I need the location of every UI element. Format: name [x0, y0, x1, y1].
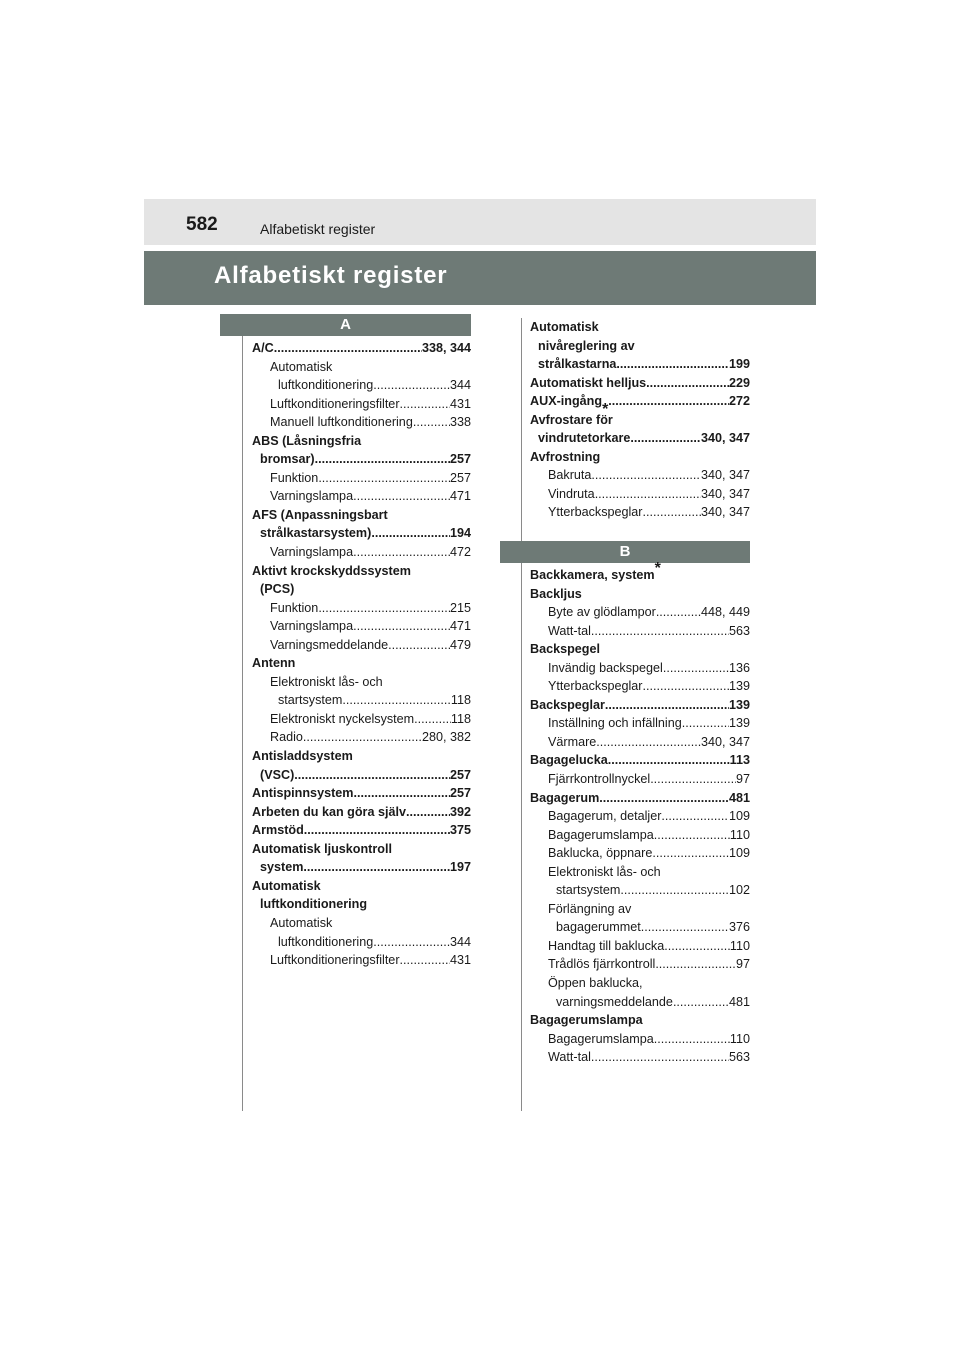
page-reference: 481 [728, 994, 750, 1009]
page-reference: 472 [449, 545, 471, 560]
index-term: luftkonditionering [278, 934, 374, 949]
index-entry-sub [530, 993, 750, 1012]
index-term: Fjärrkontrollnyckel [548, 772, 651, 787]
index-term: (VSC) [260, 767, 295, 782]
dot-leader [400, 951, 450, 970]
column-rule-left [242, 318, 243, 1111]
page-reference: 338, 344 [421, 341, 471, 355]
index-entry-sub [252, 728, 471, 747]
index-term: Trådlös fjärrkontroll [548, 957, 656, 972]
page-reference: 340, 347 [700, 505, 750, 520]
index-entry-sub [252, 710, 471, 729]
index-term: Bakruta [548, 468, 592, 483]
index-entry-main [252, 821, 471, 840]
index-entry-sub [530, 900, 750, 919]
dot-leader [641, 918, 729, 937]
dot-leader [595, 485, 701, 504]
index-term: Elektroniskt lås- och [270, 674, 383, 689]
page-reference: 110 [729, 1031, 750, 1046]
dot-leader [664, 937, 730, 956]
index-term: Byte av glödlampor [548, 605, 656, 620]
index-term: Ytterbackspeglar [548, 679, 643, 694]
dot-leader [656, 603, 701, 622]
index-entry-main [530, 429, 750, 448]
dot-leader [400, 395, 450, 414]
dot-leader [673, 993, 729, 1012]
index-column-right-a [530, 318, 750, 522]
header-band [144, 199, 816, 245]
page-reference: 280, 382 [421, 730, 471, 745]
index-entry-main [252, 766, 471, 785]
dot-leader [608, 751, 730, 770]
page-reference: 344 [449, 934, 471, 949]
dot-leader [650, 770, 736, 789]
page-reference: 431 [449, 396, 471, 411]
dot-leader [682, 714, 729, 733]
index-term: strålkastarna [538, 357, 617, 372]
dot-leader [342, 691, 451, 710]
index-entry-sub [252, 358, 471, 377]
index-entry-sub [252, 617, 471, 636]
page-reference: 257 [449, 786, 471, 801]
dot-leader [353, 487, 450, 506]
index-term: startsystem [556, 883, 621, 898]
index-entry-sub [530, 485, 750, 504]
index-term: luftkonditionering [260, 897, 368, 912]
index-entry-sub [530, 622, 750, 641]
index-term: (PCS) [260, 582, 295, 597]
index-term: strålkastarsystem) [260, 526, 372, 541]
index-term: vindrutetorkare [538, 431, 631, 446]
index-entry-main [252, 803, 471, 822]
index-entry-sub [530, 937, 750, 956]
index-term: A/C [252, 341, 274, 355]
index-entry-sub [530, 733, 750, 752]
index-term: Backspeglar [530, 697, 605, 712]
page-reference: 340, 347 [700, 486, 750, 501]
dot-leader [315, 450, 450, 469]
dot-leader [303, 728, 422, 747]
index-entry-main [252, 840, 471, 859]
page-reference: 97 [735, 772, 750, 787]
index-term: Värmare [548, 734, 597, 749]
dot-leader [318, 599, 450, 618]
index-entry-sub [252, 487, 471, 506]
index-term: Elektroniskt nyckelsystem [270, 711, 415, 726]
index-term: Automatisk ljuskontroll [252, 841, 392, 856]
page-reference: 257 [449, 470, 471, 485]
dot-leader [388, 636, 450, 655]
dot-leader [655, 955, 736, 974]
dot-leader [371, 524, 450, 543]
dot-leader [643, 677, 729, 696]
page-reference: 344 [449, 378, 471, 393]
page-reference: 139 [728, 697, 750, 712]
index-entry-main [530, 448, 750, 467]
page-reference: 471 [449, 619, 471, 634]
dot-leader [318, 469, 450, 488]
index-term: Aktivt krockskyddssystem [252, 563, 411, 578]
index-entry-sub [530, 863, 750, 882]
page-reference: 257 [449, 452, 471, 467]
index-term: varningsmeddelande [556, 994, 673, 1009]
index-term: Öppen baklucka, [548, 976, 643, 991]
index-entry-main [252, 747, 471, 766]
index-term: Bagagerumslampa [530, 1013, 643, 1028]
dot-leader [303, 858, 450, 877]
dot-leader [599, 789, 729, 808]
page-reference: 392 [449, 804, 471, 819]
dot-leader [353, 543, 450, 562]
dot-leader [661, 807, 729, 826]
index-entry-main [530, 585, 750, 604]
index-entry-sub [252, 543, 471, 562]
index-entry-main [252, 895, 471, 914]
index-entry-sub [530, 1048, 750, 1067]
index-term: Watt-tal [548, 623, 591, 638]
index-entry-sub [530, 974, 750, 993]
index-entry-sub [252, 691, 471, 710]
index-term: Varningslampa [270, 489, 354, 504]
index-term: Avfrostare för [530, 412, 613, 427]
page-reference: 194 [449, 526, 471, 541]
index-entry-main [252, 858, 471, 877]
index-term: Arbeten du kan göra själv [252, 804, 406, 819]
index-term: system [260, 860, 304, 875]
dot-leader [620, 881, 729, 900]
page-reference: 338 [449, 415, 471, 430]
index-term: Backspegel [530, 642, 601, 657]
page-number: 582 [186, 214, 218, 235]
index-entry-main [530, 751, 750, 770]
index-entry-main [530, 696, 750, 715]
index-entry-main [530, 640, 750, 659]
index-term: Avfrostning [530, 449, 601, 464]
index-term: Automatisk [252, 878, 321, 893]
index-term: Armstöd [252, 823, 304, 838]
index-entry-sub [530, 1030, 750, 1049]
page-reference: 118 [450, 693, 471, 708]
dot-leader [596, 733, 701, 752]
index-entry-main [252, 339, 471, 358]
page-reference: 448, 449 [700, 605, 750, 620]
page-reference: 97 [735, 957, 750, 972]
index-term: luftkonditionering [278, 378, 374, 393]
index-entry-sub [252, 599, 471, 618]
index-term: Förlängning av [548, 901, 632, 916]
page-reference: 139 [728, 716, 750, 731]
index-entry-main [252, 654, 471, 673]
index-entry-main [252, 524, 471, 543]
index-entry-main [530, 337, 750, 356]
index-entry-sub [252, 951, 471, 970]
dot-leader [353, 784, 450, 803]
dot-leader [294, 766, 450, 785]
index-entry-main [530, 789, 750, 808]
index-term: Automatisk [270, 915, 333, 930]
index-entry-main [530, 559, 750, 585]
index-entry-main [252, 562, 471, 581]
index-term: bromsar) [260, 452, 315, 467]
dot-leader [654, 826, 730, 845]
index-term: Varningsmeddelande [270, 637, 389, 652]
index-term: Watt-tal [548, 1050, 591, 1065]
index-entry-main [252, 432, 471, 451]
index-entry-main [252, 784, 471, 803]
dot-leader [353, 617, 450, 636]
index-term: Luftkonditioneringsfilter [270, 953, 400, 968]
index-term: Bagagerum [530, 790, 600, 805]
index-term: Automatisk [270, 359, 333, 374]
page-reference: 199 [728, 357, 750, 372]
index-entry-sub [252, 636, 471, 655]
index-entry-sub [530, 714, 750, 733]
index-term: Bagagerum, detaljer [548, 809, 662, 824]
dot-leader [413, 413, 450, 432]
dot-leader [373, 933, 450, 952]
title-band [144, 251, 816, 305]
index-term: ABS (Låsningsfria [252, 433, 362, 448]
dot-leader [654, 1030, 730, 1049]
dot-leader [414, 710, 451, 729]
index-entry-main [252, 580, 471, 599]
index-entry-main [530, 1011, 750, 1030]
page-reference: 139 [728, 679, 750, 694]
index-term: Bagagerumslampa [548, 827, 654, 842]
index-term: startsystem [278, 693, 343, 708]
index-term: Backkamera, system [530, 568, 655, 582]
index-term: Funktion [270, 600, 319, 615]
index-entry-sub [530, 659, 750, 678]
index-term: Antisladdsystem [252, 749, 353, 764]
index-entry-main [252, 506, 471, 525]
index-entry-sub [252, 413, 471, 432]
index-entry-sub [530, 770, 750, 789]
dot-leader [406, 803, 450, 822]
page-reference: 110 [729, 938, 750, 953]
index-term: Radio [270, 730, 303, 745]
index-term: Varningslampa [270, 619, 354, 634]
index-term: Handtag till baklucka [548, 938, 665, 953]
dot-leader [605, 696, 729, 715]
asterisk-icon: * [654, 559, 661, 577]
page-reference: 340, 347 [700, 431, 750, 446]
dot-leader [373, 376, 450, 395]
index-entry-sub [530, 807, 750, 826]
page-reference: 431 [449, 953, 471, 968]
dot-leader [652, 844, 729, 863]
index-entry-sub [530, 603, 750, 622]
page-reference: 340, 347 [700, 734, 750, 749]
dot-leader [616, 355, 729, 374]
index-term: Inställning och infällning [548, 716, 682, 731]
page-title: Alfabetiskt register [214, 262, 448, 289]
page-reference: 102 [728, 883, 750, 898]
page-reference: 136 [728, 660, 750, 675]
index-term: Funktion [270, 470, 319, 485]
index-term: AUX-ingång [530, 394, 603, 409]
page-reference: 197 [449, 860, 471, 875]
page-reference: 113 [729, 753, 750, 768]
index-column-left [252, 339, 471, 970]
index-term: Manuell luftkonditionering [270, 415, 413, 430]
index-entry-main [252, 450, 471, 469]
index-entry-main [530, 374, 750, 393]
index-entry-main: AUX-ingång * ..... 272 [530, 392, 750, 411]
index-entry-sub [252, 469, 471, 488]
page-reference: 376 [728, 920, 750, 935]
page-reference: 471 [449, 489, 471, 504]
page-reference: 272 [728, 394, 750, 409]
dot-leader [274, 339, 422, 358]
index-entry-sub [530, 955, 750, 974]
index-term: nivåreglering av [538, 338, 635, 353]
index-term: Ytterbackspeglar [548, 505, 643, 520]
dot-leader [591, 622, 729, 641]
dot-leader [591, 1048, 729, 1067]
index-entry-sub [530, 844, 750, 863]
section-header-b [500, 541, 750, 563]
index-term: Elektroniskt lås- och [548, 864, 661, 879]
index-term: Bagagerumslampa [548, 1031, 654, 1046]
dot-leader [643, 503, 701, 522]
index-entry-main [530, 318, 750, 337]
index-entry-sub [530, 503, 750, 522]
index-entry-sub [530, 466, 750, 485]
index-entry-sub [252, 673, 471, 692]
page-reference: 481 [728, 790, 750, 805]
page-reference: 109 [728, 809, 750, 824]
index-entry-sub [530, 918, 750, 937]
index-term: AFS (Anpassningsbart [252, 507, 388, 522]
page-reference: 109 [728, 846, 750, 861]
index-term: Backljus [530, 586, 582, 601]
index-term: Vindruta [548, 486, 595, 501]
page-reference: 215 [449, 600, 471, 615]
running-title: Alfabetiskt register [260, 221, 376, 237]
index-entry-main [530, 355, 750, 374]
index-entry-sub [252, 395, 471, 414]
index-entry-main [530, 411, 750, 430]
page-reference: 118 [450, 711, 471, 726]
page-reference: 340, 347 [700, 468, 750, 483]
column-rule-middle [521, 318, 522, 1111]
page-reference: 257 [449, 767, 471, 782]
index-entry-sub [252, 914, 471, 933]
page-reference: 563 [728, 1050, 750, 1065]
section-letter-b: B [619, 543, 631, 560]
section-header-a [220, 314, 471, 336]
index-term: Varningslampa [270, 545, 354, 560]
index-entry-sub [252, 376, 471, 395]
page-reference: 563 [728, 623, 750, 638]
dot-leader [304, 821, 450, 840]
index-entry-sub [252, 933, 471, 952]
index-term: Baklucka, öppnare [548, 846, 653, 861]
index-column-right-b [530, 559, 750, 1067]
dot-leader [591, 466, 701, 485]
page-reference: 479 [449, 637, 471, 652]
index-entry-sub [530, 677, 750, 696]
index-term: Bagagelucka [530, 753, 608, 768]
section-letter-a: A [340, 316, 351, 333]
index-term: Antenn [252, 656, 296, 671]
index-term: Automatisk [530, 320, 599, 334]
page-reference: 110 [729, 827, 750, 842]
index-entry-sub [530, 826, 750, 845]
dot-leader [646, 374, 729, 393]
index-term: Antispinnsystem [252, 786, 354, 801]
index-term: Luftkonditioneringsfilter [270, 396, 400, 411]
index-term: bagagerummet [556, 920, 641, 935]
index-term: Automatiskt helljus [530, 375, 647, 390]
dot-leader [608, 392, 729, 411]
dot-leader [663, 659, 729, 678]
index-entry-sub [530, 881, 750, 900]
page-reference: 375 [449, 823, 471, 838]
page-reference: 229 [728, 375, 750, 390]
index-term: Invändig backspegel [548, 660, 663, 675]
dot-leader [630, 429, 701, 448]
index-entry-main [252, 877, 471, 896]
